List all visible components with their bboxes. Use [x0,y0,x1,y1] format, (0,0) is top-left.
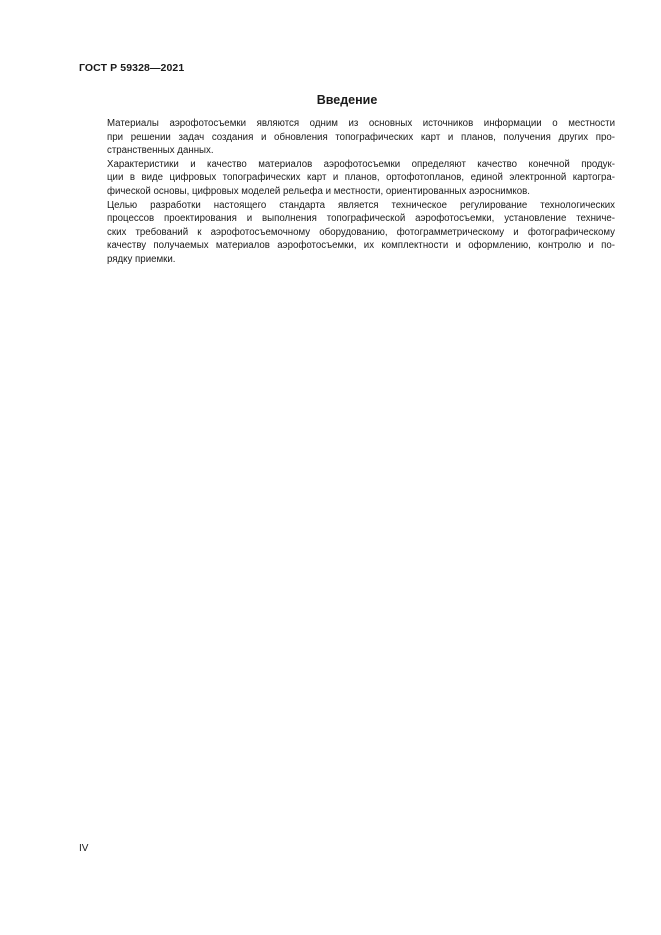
page-number: IV [79,843,89,854]
text-line: Характеристики и качество материалов аэрофотосъемки определяют качество конечной продук- [107,158,615,170]
text-line: рядку приемки. [107,253,176,265]
paragraph-1 [79,117,615,158]
document-header: ГОСТ Р 59328—2021 [79,62,185,74]
text-line: процессов проектирования и выполнения топографической аэрофотосъемки, установление техниче- [107,213,615,225]
section-title: Введение [316,93,378,107]
text-line: при решении задач создания и обновления топографических карт и планов, получения других про- [107,131,615,143]
text-line: фической основы, цифровых моделей рельефа и местности, ориентированных аэроснимков. [107,185,530,197]
text-line: странственных данных. [107,145,214,157]
text-line: ских требований к аэрофотосъемочному оборудованию, фотограмметрическому и фотографическому [107,226,615,238]
paragraph-2 [79,158,615,199]
text-line: Материалы аэрофотосъемки являются одним из основных источников информации о местности [107,118,615,129]
paragraph-3 [79,199,615,267]
text-line: ции в виде цифровых топографических карт и планов, ортофотопланов, единой электронной картогра- [107,172,615,184]
text-line: Целью разработки настоящего стандарта является техническое регулирование технологических [107,199,615,211]
text-line: качеству получаемых материалов аэрофотосъемки, их комплектности и оформлению, контролю и по- [107,240,615,252]
body-text [79,117,615,267]
